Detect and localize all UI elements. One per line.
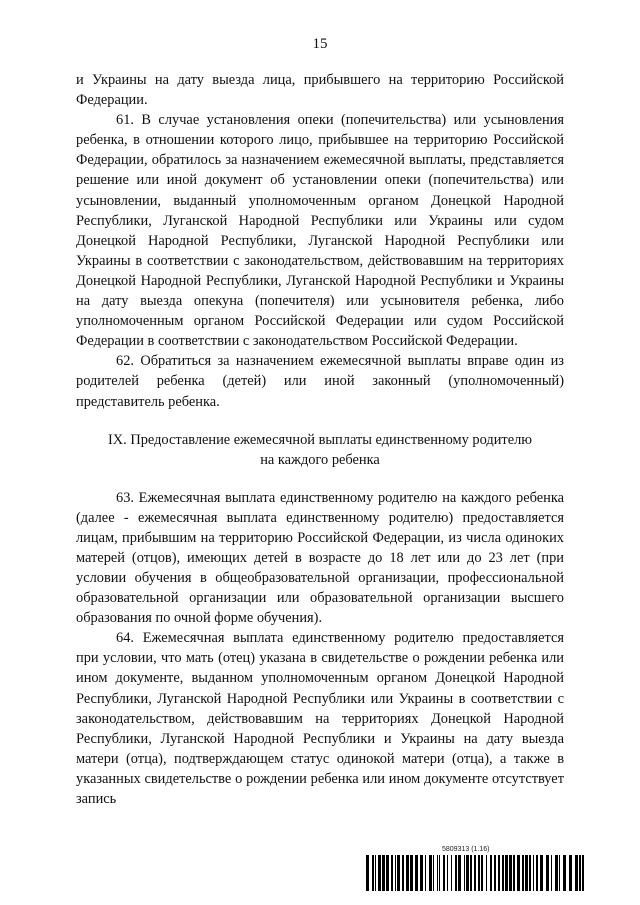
paragraph-63: 63. Ежемесячная выплата единственному родителю на каждого ребенка (далее - ежемесячная выплата единственному родителю) предоставляется лицам, прибывшим на территорию Российской Федерации, из числа одиноких матерей (отцов), имеющих детей в возрасте до 18 лет или до 23 лет (при условии обучения в общеобразовательной организации, профессиональной образовательной организации или образовательной организации высшего образования по очной форме обучения). — [76, 489, 564, 627]
section-heading — [76, 430, 564, 470]
barcode-caption: 5809313 (1.16) — [442, 846, 490, 853]
paragraph-62: 62. Обратиться за назначением ежемесячной выплаты вправе один из родителей ребенка (детей) или иной законный (уполномоченный) представитель ребенка. — [76, 353, 564, 410]
barcode-bar — [582, 855, 584, 891]
paragraph-64: 64. Ежемесячная выплата единственному родителю предоставляется при условии, что мать (отец) указана в свидетельстве о рождении ребенка или ином документе, выданном уполномоченным органом Донецкой Народной Республики, Луганской Народной Республики или Украины в соответствии с законодательством, действовавшим на территориях Донецкой Народной Республики, Луганской Народной Республики и Украины на дату выезда матери (отца), подтверждающем статус одинокой матери (отца), а также в указанных свидетельстве о рождении ребенка или ином документе отсутствует запись — [76, 630, 564, 807]
document-body — [76, 70, 564, 809]
paragraph-61: 61. В случае установления опеки (попечительства) или усыновления ребенка, в отношении которого лицо, прибывшее на территорию Российской Федерации, обратилось за назначением ежемесячной выплаты, представляется решение или иной документ об установлении опеки (попечительства) или усыновлении, выданный уполномоченным органом Донецкой Народной Республики, Луганской Народной Республики или Украины или судом Донецкой Народной Республики, Луганской Народной Республики или Украины в соответствии с законодательством, действовавшим на территориях Донецкой Народной Республики, Луганской Народной Республики и Украины на дату выезда опекуна (попечителя) или усыновителя ребенка, либо уполномоченным органом Российской Федерации или судом Российской Федерации в соответствии с законодательством Российской Федерации. — [76, 112, 564, 350]
page-number: 15 — [312, 36, 328, 52]
barcode-block — [366, 846, 584, 892]
section-heading-line-1: IX. Предоставление ежемесячной выплаты единственному родителю — [107, 431, 533, 448]
barcode-image — [366, 855, 584, 891]
section-heading-line-2: на каждого ребенка — [260, 451, 380, 468]
paragraph-continuation: и Украины на дату выезда лица, прибывшего на территорию Российской Федерации. — [76, 72, 564, 109]
